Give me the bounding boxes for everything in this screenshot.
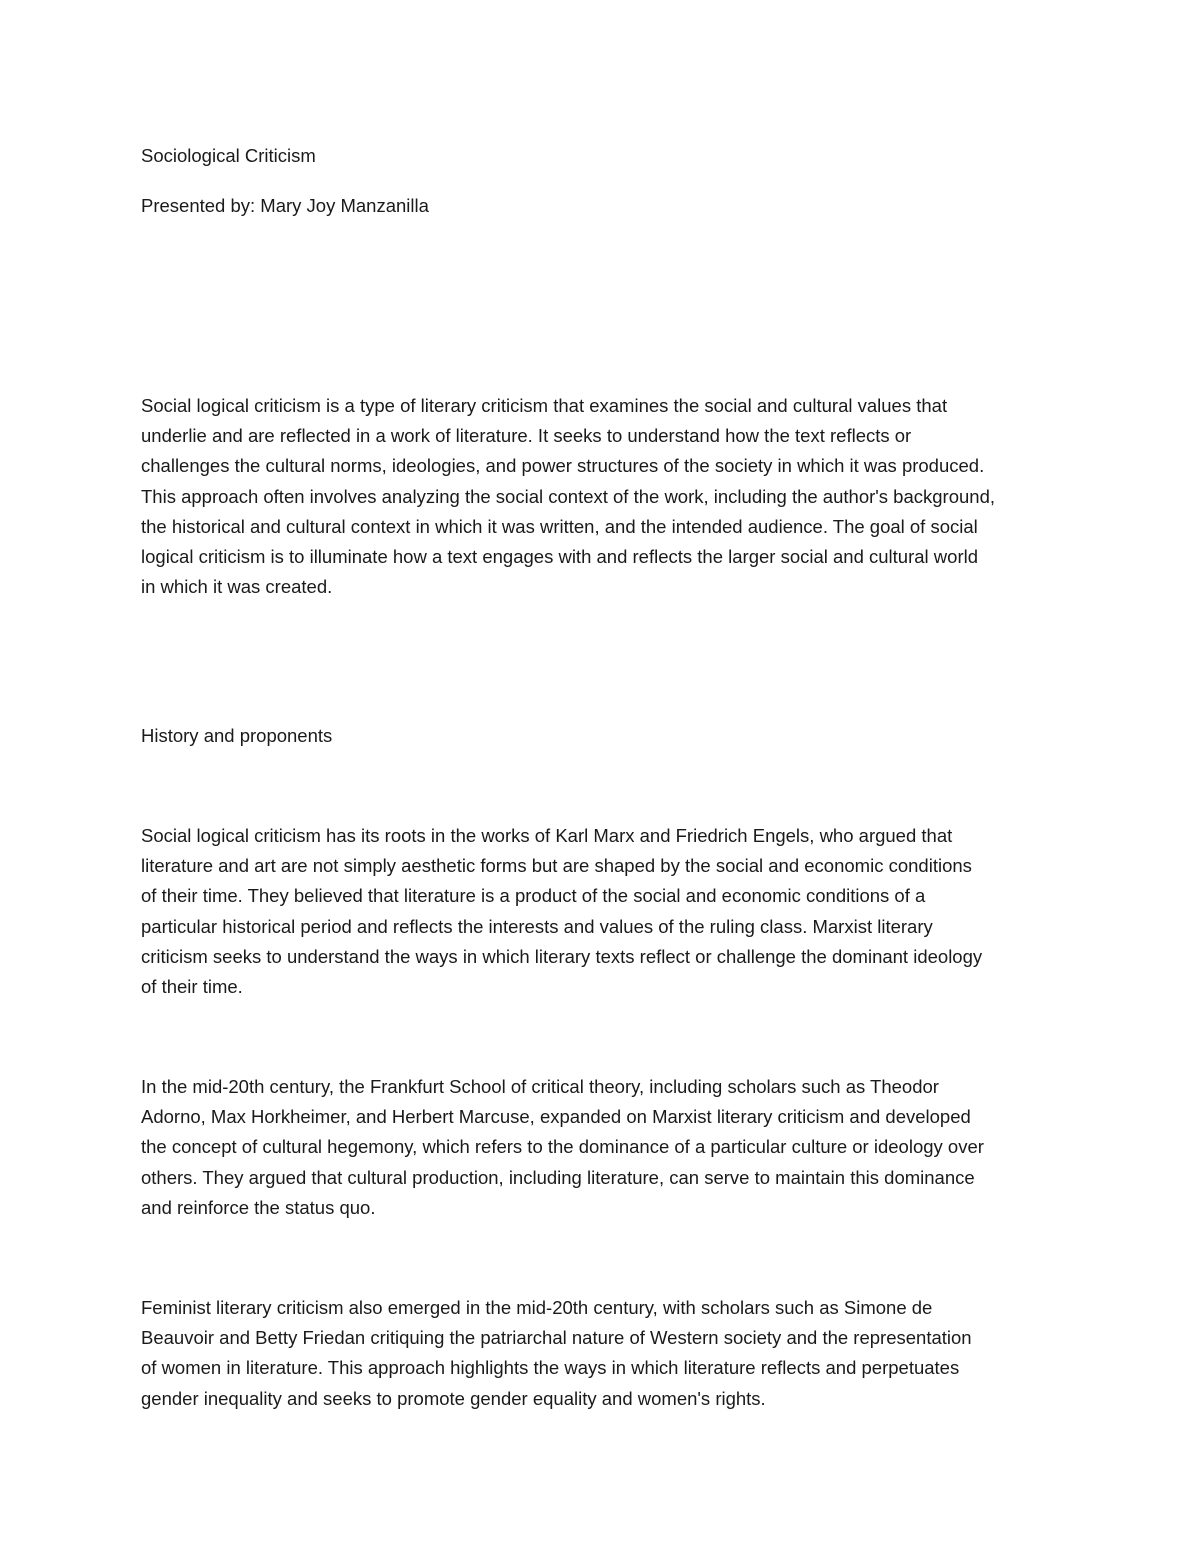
intro-line: Social logical criticism is a type of literary criticism that examines the social and cultural values that [141,395,948,416]
feminist-paragraph [141,1293,1071,1414]
history-line: particular historical period and reflects the interests and values of the ruling class. Marxist literary [141,915,933,937]
feminist-line: gender inequality and seeks to promote gender equality and women's rights. [141,1387,766,1409]
section-heading: History and proponents [141,725,333,746]
frankfurt-line: Adorno, Max Horkheimer, and Herbert Marcuse, expanded on Marxist literary criticism and developed [141,1106,971,1128]
presenter-line: Presented by: Mary Joy Manzanilla [141,195,429,216]
intro-line: underlie and are reflected in a work of literature. It seeks to understand how the text reflects or [141,425,912,447]
document-title: Sociological Criticism [141,145,316,166]
intro-line: logical criticism is to illuminate how a text engages with and reflects the larger social and cultural world [141,546,978,568]
history-line: criticism seeks to understand the ways in which literary texts reflect or challenge the dominant ideology [141,945,983,967]
history-line: of their time. [141,976,243,998]
intro-line: the historical and cultural context in which it was written, and the intended audience. The goal of social [141,515,978,537]
history-line: of their time. They believed that literature is a product of the social and economic conditions of a [141,885,926,907]
feminist-line: Beauvoir and Betty Friedan critiquing the patriarchal nature of Western society and the representation [141,1327,972,1349]
history-line: literature and art are not simply aesthetic forms but are shaped by the social and economic conditions [141,855,972,877]
feminist-line: of women in literature. This approach highlights the ways in which literature reflects and perpetuates [141,1357,960,1379]
intro-line: challenges the cultural norms, ideologies, and power structures of the society in which it was produced. [141,455,985,477]
frankfurt-paragraph [141,1072,1071,1223]
intro-line: This approach often involves analyzing the social context of the work, including the author's background, [141,485,996,507]
feminist-line: Feminist literary criticism also emerged in the mid-20th century, with scholars such as Simone de [141,1297,933,1318]
frankfurt-line: In the mid-20th century, the Frankfurt School of critical theory, including scholars such as Theodor [141,1076,939,1097]
frankfurt-line: others. They argued that cultural production, including literature, can serve to maintain this dominance [141,1166,975,1188]
frankfurt-line: the concept of cultural hegemony, which refers to the dominance of a particular culture or ideology over [141,1136,984,1158]
history-line: Social logical criticism has its roots in the works of Karl Marx and Friedrich Engels, who argued that [141,825,953,846]
frankfurt-line: and reinforce the status quo. [141,1196,376,1218]
intro-paragraph [141,391,1071,602]
intro-line: in which it was created. [141,576,333,598]
history-paragraph [141,821,1071,1002]
